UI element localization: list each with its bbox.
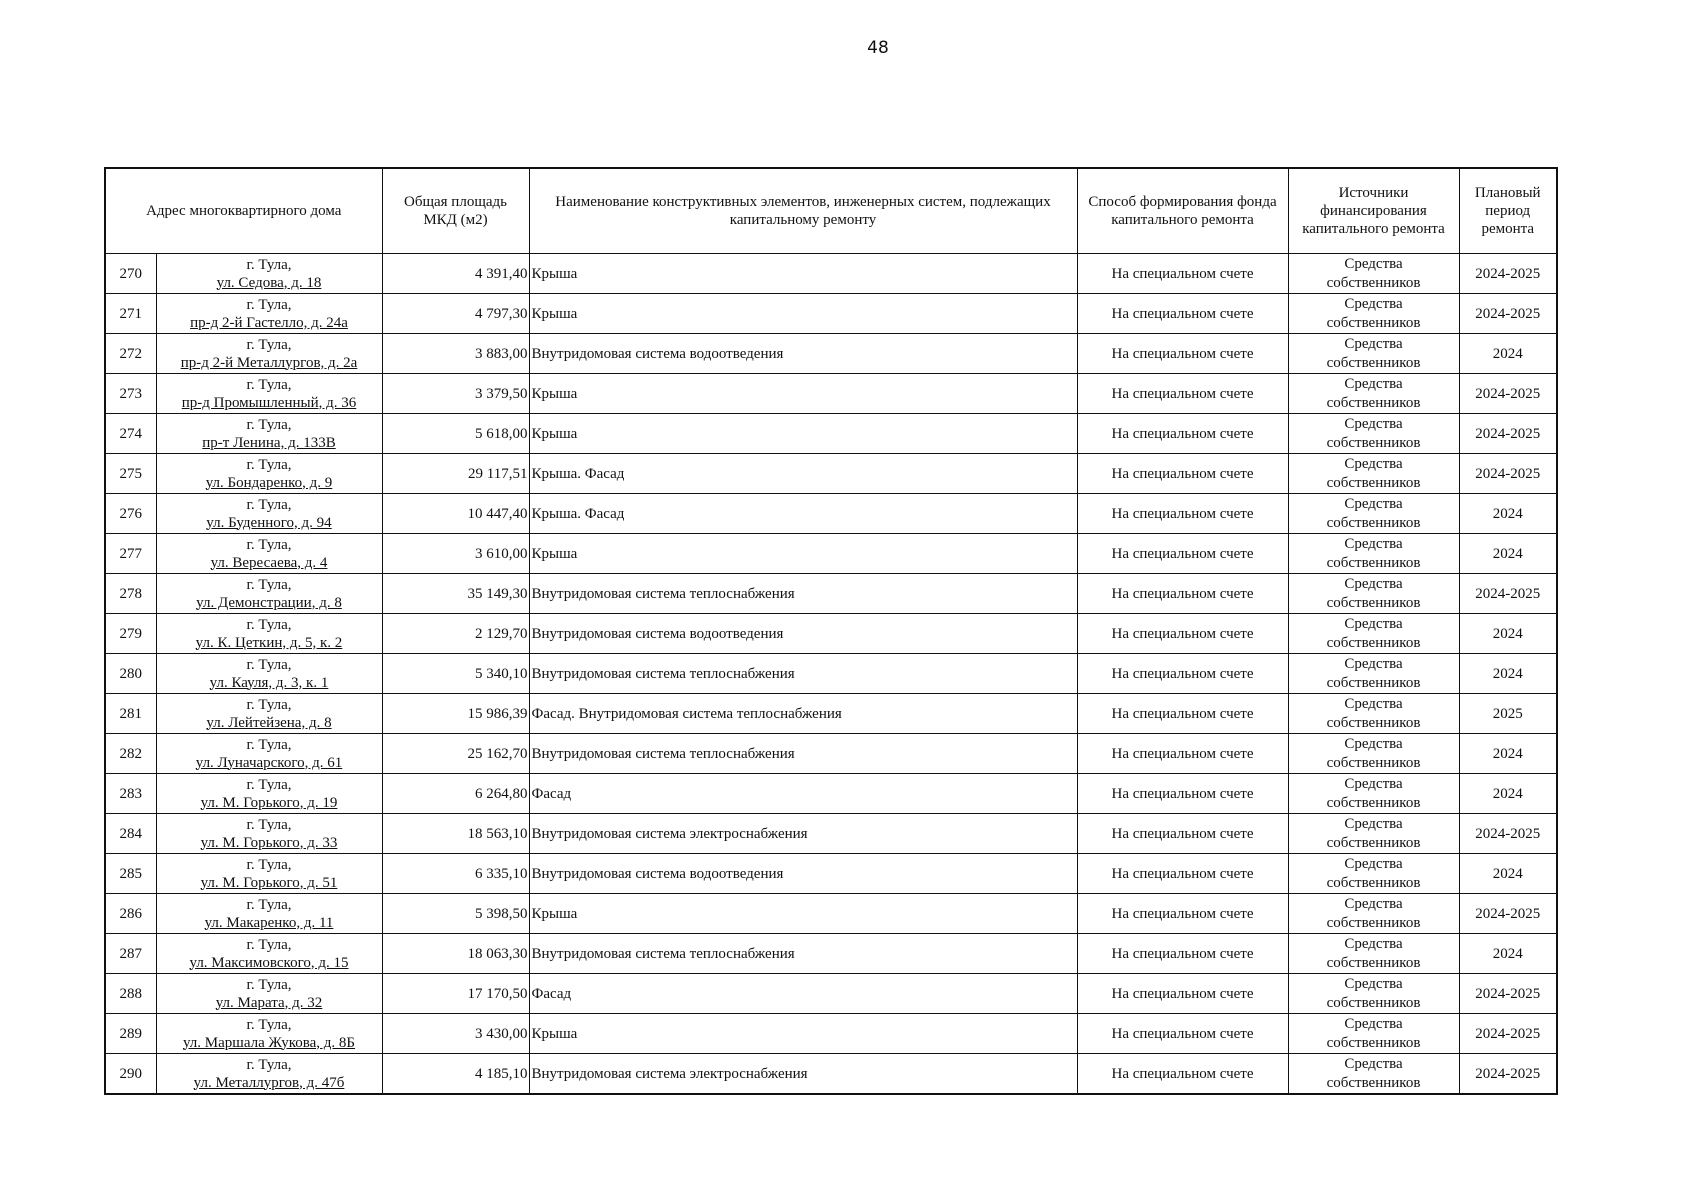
row-period: 2025 (1459, 694, 1557, 734)
source-line-2: собственников (1326, 994, 1421, 1011)
row-address (156, 814, 382, 854)
address-street: ул. М. Горького, д. 33 (200, 834, 338, 851)
source-line-2: собственников (1326, 914, 1421, 931)
row-period: 2024 (1459, 494, 1557, 534)
address-city: г. Тула, (246, 856, 292, 873)
row-source (1288, 974, 1459, 1014)
address-street: пр-д Промышленный, д. 36 (181, 394, 357, 411)
table-row (105, 1014, 1557, 1054)
row-source (1288, 374, 1459, 414)
address-city: г. Тула, (246, 536, 292, 553)
address-city: г. Тула, (246, 616, 292, 633)
table-row (105, 694, 1557, 734)
source-line-1: Средства (1344, 775, 1403, 792)
source-line-2: собственников (1326, 1074, 1421, 1091)
source-line-2: собственников (1326, 394, 1421, 411)
row-elements: Внутридомовая система теплоснабжения (529, 574, 1077, 614)
row-source (1288, 854, 1459, 894)
row-area: 10 447,40 (382, 494, 529, 534)
row-period: 2024 (1459, 334, 1557, 374)
row-method: На специальном счете (1077, 454, 1288, 494)
row-address (156, 574, 382, 614)
table-row (105, 614, 1557, 654)
row-period: 2024-2025 (1459, 1014, 1557, 1054)
table-row (105, 774, 1557, 814)
address-street: ул. Марата, д. 32 (215, 994, 323, 1011)
row-address (156, 734, 382, 774)
row-number: 275 (105, 454, 156, 494)
row-area: 5 398,50 (382, 894, 529, 934)
address-street: пр-т Ленина, д. 133В (202, 434, 336, 451)
row-address (156, 774, 382, 814)
source-line-1: Средства (1344, 935, 1403, 952)
row-address (156, 414, 382, 454)
address-street: ул. Вересаева, д. 4 (210, 554, 328, 571)
source-line-2: собственников (1326, 754, 1421, 771)
address-street: ул. Бондаренко, д. 9 (205, 474, 333, 491)
row-method: На специальном счете (1077, 414, 1288, 454)
row-source (1288, 1014, 1459, 1054)
source-line-1: Средства (1344, 1015, 1403, 1032)
row-number: 290 (105, 1054, 156, 1095)
address-city: г. Тула, (246, 1016, 292, 1033)
row-source (1288, 574, 1459, 614)
source-line-1: Средства (1344, 655, 1403, 672)
row-source (1288, 814, 1459, 854)
row-method: На специальном счете (1077, 294, 1288, 334)
row-method: На специальном счете (1077, 814, 1288, 854)
row-elements: Крыша. Фасад (529, 454, 1077, 494)
row-number: 282 (105, 734, 156, 774)
table-row (105, 374, 1557, 414)
table-row (105, 854, 1557, 894)
row-source (1288, 894, 1459, 934)
table-row (105, 494, 1557, 534)
row-source (1288, 254, 1459, 294)
row-number: 283 (105, 774, 156, 814)
row-elements: Фасад. Внутридомовая система теплоснабжения (529, 694, 1077, 734)
row-method: На специальном счете (1077, 974, 1288, 1014)
row-elements: Крыша (529, 294, 1077, 334)
source-line-1: Средства (1344, 855, 1403, 872)
row-address (156, 614, 382, 654)
address-street: ул. Буденного, д. 94 (206, 514, 332, 531)
row-period: 2024-2025 (1459, 974, 1557, 1014)
address-street: пр-д 2-й Металлургов, д. 2а (180, 354, 358, 371)
row-period: 2024 (1459, 774, 1557, 814)
row-elements: Крыша (529, 254, 1077, 294)
address-city: г. Тула, (246, 416, 292, 433)
source-line-2: собственников (1326, 474, 1421, 491)
row-source (1288, 534, 1459, 574)
row-area: 25 162,70 (382, 734, 529, 774)
address-street: ул. Макаренко, д. 11 (204, 914, 334, 931)
source-line-2: собственников (1326, 794, 1421, 811)
source-line-1: Средства (1344, 335, 1403, 352)
row-source (1288, 934, 1459, 974)
table-row (105, 894, 1557, 934)
address-street: ул. Лейтейзена, д. 8 (206, 714, 332, 731)
row-period: 2024-2025 (1459, 814, 1557, 854)
table-row (105, 334, 1557, 374)
row-method: На специальном счете (1077, 374, 1288, 414)
row-source (1288, 494, 1459, 534)
row-period: 2024-2025 (1459, 374, 1557, 414)
row-address (156, 1054, 382, 1095)
row-period: 2024 (1459, 734, 1557, 774)
row-elements: Внутридомовая система теплоснабжения (529, 734, 1077, 774)
row-area: 4 185,10 (382, 1054, 529, 1095)
row-method: На специальном счете (1077, 1054, 1288, 1095)
table-row (105, 414, 1557, 454)
source-line-2: собственников (1326, 274, 1421, 291)
row-elements: Крыша (529, 1014, 1077, 1054)
row-area: 2 129,70 (382, 614, 529, 654)
address-city: г. Тула, (246, 296, 292, 313)
row-method: На специальном счете (1077, 254, 1288, 294)
table-header-row (105, 168, 1557, 254)
table-row (105, 454, 1557, 494)
source-line-2: собственников (1326, 634, 1421, 651)
row-address (156, 1014, 382, 1054)
address-city: г. Тула, (246, 816, 292, 833)
address-city: г. Тула, (246, 576, 292, 593)
row-period: 2024 (1459, 614, 1557, 654)
row-number: 287 (105, 934, 156, 974)
row-source (1288, 614, 1459, 654)
row-period: 2024 (1459, 934, 1557, 974)
row-address (156, 894, 382, 934)
row-period: 2024-2025 (1459, 414, 1557, 454)
source-line-2: собственников (1326, 354, 1421, 371)
address-street: ул. Луначарского, д. 61 (195, 754, 343, 771)
source-line-1: Средства (1344, 575, 1403, 592)
row-number: 277 (105, 534, 156, 574)
table-row (105, 654, 1557, 694)
row-number: 288 (105, 974, 156, 1014)
row-area: 5 618,00 (382, 414, 529, 454)
row-period: 2024-2025 (1459, 894, 1557, 934)
row-area: 18 063,30 (382, 934, 529, 974)
source-line-1: Средства (1344, 1055, 1403, 1072)
address-street: ул. Маршала Жукова, д. 8Б (182, 1034, 356, 1051)
row-method: На специальном счете (1077, 614, 1288, 654)
row-method: На специальном счете (1077, 494, 1288, 534)
row-area: 5 340,10 (382, 654, 529, 694)
row-elements: Внутридомовая система водоотведения (529, 334, 1077, 374)
row-number: 286 (105, 894, 156, 934)
row-elements: Внутридомовая система теплоснабжения (529, 934, 1077, 974)
source-line-1: Средства (1344, 975, 1403, 992)
row-number: 271 (105, 294, 156, 334)
row-number: 278 (105, 574, 156, 614)
source-line-1: Средства (1344, 255, 1403, 272)
address-street: ул. Максимовского, д. 15 (189, 954, 349, 971)
source-line-2: собственников (1326, 874, 1421, 891)
address-street: ул. Металлургов, д. 47б (193, 1074, 345, 1091)
row-number: 270 (105, 254, 156, 294)
row-address (156, 334, 382, 374)
header-method: Способ формирования фонда капитального ремонта (1077, 168, 1288, 254)
capital-repair-table (104, 167, 1558, 1095)
source-line-1: Средства (1344, 455, 1403, 472)
row-method: На специальном счете (1077, 854, 1288, 894)
row-source (1288, 694, 1459, 734)
row-period: 2024 (1459, 534, 1557, 574)
source-line-2: собственников (1326, 554, 1421, 571)
row-area: 29 117,51 (382, 454, 529, 494)
address-city: г. Тула, (246, 376, 292, 393)
address-city: г. Тула, (246, 936, 292, 953)
source-line-2: собственников (1326, 674, 1421, 691)
row-address (156, 254, 382, 294)
row-period: 2024-2025 (1459, 1054, 1557, 1095)
row-source (1288, 454, 1459, 494)
row-area: 6 335,10 (382, 854, 529, 894)
address-city: г. Тула, (246, 976, 292, 993)
table-body (105, 254, 1557, 1095)
source-line-1: Средства (1344, 695, 1403, 712)
row-address (156, 494, 382, 534)
row-address (156, 934, 382, 974)
row-elements: Крыша (529, 534, 1077, 574)
row-number: 289 (105, 1014, 156, 1054)
address-city: г. Тула, (246, 336, 292, 353)
address-city: г. Тула, (246, 696, 292, 713)
address-street: пр-д 2-й Гастелло, д. 24а (190, 314, 348, 331)
row-method: На специальном счете (1077, 774, 1288, 814)
address-street: ул. К. Цеткин, д. 5, к. 2 (195, 634, 343, 651)
address-city: г. Тула, (246, 896, 292, 913)
row-source (1288, 294, 1459, 334)
row-period: 2024-2025 (1459, 454, 1557, 494)
row-method: На специальном счете (1077, 1014, 1288, 1054)
row-area: 4 391,40 (382, 254, 529, 294)
row-number: 276 (105, 494, 156, 534)
source-line-1: Средства (1344, 375, 1403, 392)
source-line-2: собственников (1326, 594, 1421, 611)
row-area: 15 986,39 (382, 694, 529, 734)
row-area: 3 379,50 (382, 374, 529, 414)
row-period: 2024 (1459, 854, 1557, 894)
address-street: ул. Седова, д. 18 (216, 274, 322, 291)
row-address (156, 694, 382, 734)
address-city: г. Тула, (246, 656, 292, 673)
source-line-1: Средства (1344, 615, 1403, 632)
row-elements: Крыша. Фасад (529, 494, 1077, 534)
row-method: На специальном счете (1077, 574, 1288, 614)
row-method: На специальном счете (1077, 334, 1288, 374)
row-source (1288, 334, 1459, 374)
table-row (105, 814, 1557, 854)
row-elements: Крыша (529, 414, 1077, 454)
row-period: 2024-2025 (1459, 294, 1557, 334)
header-period: Плановый период ремонта (1459, 168, 1557, 254)
address-street: ул. Демонстрации, д. 8 (196, 594, 342, 611)
table-row (105, 534, 1557, 574)
row-address (156, 454, 382, 494)
repair-table-wrapper (104, 167, 1558, 1095)
row-number: 281 (105, 694, 156, 734)
header-source: Источники финансирования капитального ремонта (1288, 168, 1459, 254)
source-line-2: собственников (1326, 434, 1421, 451)
source-line-1: Средства (1344, 295, 1403, 312)
header-elements: Наименование конструктивных элементов, инженерных систем, подлежащих капитальному ремонту (529, 168, 1077, 254)
row-area: 3 610,00 (382, 534, 529, 574)
row-source (1288, 774, 1459, 814)
row-method: На специальном счете (1077, 694, 1288, 734)
source-line-2: собственников (1326, 514, 1421, 531)
address-street: ул. М. Горького, д. 19 (200, 794, 338, 811)
source-line-2: собственников (1326, 1034, 1421, 1051)
row-method: На специальном счете (1077, 894, 1288, 934)
address-street: ул. М. Горького, д. 51 (200, 874, 338, 891)
header-address: Адрес многоквартирного дома (105, 168, 382, 254)
row-elements: Фасад (529, 974, 1077, 1014)
row-source (1288, 654, 1459, 694)
source-line-2: собственников (1326, 714, 1421, 731)
row-method: На специальном счете (1077, 734, 1288, 774)
row-number: 273 (105, 374, 156, 414)
row-area: 35 149,30 (382, 574, 529, 614)
row-elements: Крыша (529, 894, 1077, 934)
row-number: 280 (105, 654, 156, 694)
row-area: 18 563,10 (382, 814, 529, 854)
row-source (1288, 414, 1459, 454)
row-method: На специальном счете (1077, 654, 1288, 694)
row-number: 285 (105, 854, 156, 894)
row-elements: Внутридомовая система электроснабжения (529, 1054, 1077, 1095)
source-line-1: Средства (1344, 495, 1403, 512)
row-number: 279 (105, 614, 156, 654)
source-line-2: собственников (1326, 954, 1421, 971)
address-city: г. Тула, (246, 776, 292, 793)
row-address (156, 854, 382, 894)
row-method: На специальном счете (1077, 934, 1288, 974)
row-period: 2024 (1459, 654, 1557, 694)
row-area: 3 430,00 (382, 1014, 529, 1054)
table-row (105, 294, 1557, 334)
source-line-1: Средства (1344, 815, 1403, 832)
table-row (105, 574, 1557, 614)
address-city: г. Тула, (246, 456, 292, 473)
source-line-1: Средства (1344, 415, 1403, 432)
header-area: Общая площадь МКД (м2) (382, 168, 529, 254)
table-row (105, 734, 1557, 774)
row-elements: Фасад (529, 774, 1077, 814)
row-area: 4 797,30 (382, 294, 529, 334)
row-elements: Крыша (529, 374, 1077, 414)
row-number: 274 (105, 414, 156, 454)
row-elements: Внутридомовая система теплоснабжения (529, 654, 1077, 694)
table-row (105, 254, 1557, 294)
row-source (1288, 1054, 1459, 1095)
row-address (156, 974, 382, 1014)
address-city: г. Тула, (246, 736, 292, 753)
source-line-1: Средства (1344, 895, 1403, 912)
table-row (105, 1054, 1557, 1095)
source-line-1: Средства (1344, 735, 1403, 752)
address-city: г. Тула, (246, 496, 292, 513)
row-address (156, 534, 382, 574)
row-number: 284 (105, 814, 156, 854)
source-line-2: собственников (1326, 834, 1421, 851)
row-source (1288, 734, 1459, 774)
address-street: ул. Кауля, д. 3, к. 1 (209, 674, 329, 691)
row-period: 2024-2025 (1459, 574, 1557, 614)
row-area: 6 264,80 (382, 774, 529, 814)
row-address (156, 654, 382, 694)
row-elements: Внутридомовая система водоотведения (529, 854, 1077, 894)
table-row (105, 974, 1557, 1014)
source-line-1: Средства (1344, 535, 1403, 552)
address-city: г. Тула, (246, 256, 292, 273)
row-elements: Внутридомовая система электроснабжения (529, 814, 1077, 854)
page-number: 48 (867, 38, 889, 58)
source-line-2: собственников (1326, 314, 1421, 331)
row-number: 272 (105, 334, 156, 374)
row-method: На специальном счете (1077, 534, 1288, 574)
row-elements: Внутридомовая система водоотведения (529, 614, 1077, 654)
address-city: г. Тула, (246, 1056, 292, 1073)
row-period: 2024-2025 (1459, 254, 1557, 294)
row-address (156, 374, 382, 414)
table-row (105, 934, 1557, 974)
row-area: 3 883,00 (382, 334, 529, 374)
row-area: 17 170,50 (382, 974, 529, 1014)
row-address (156, 294, 382, 334)
